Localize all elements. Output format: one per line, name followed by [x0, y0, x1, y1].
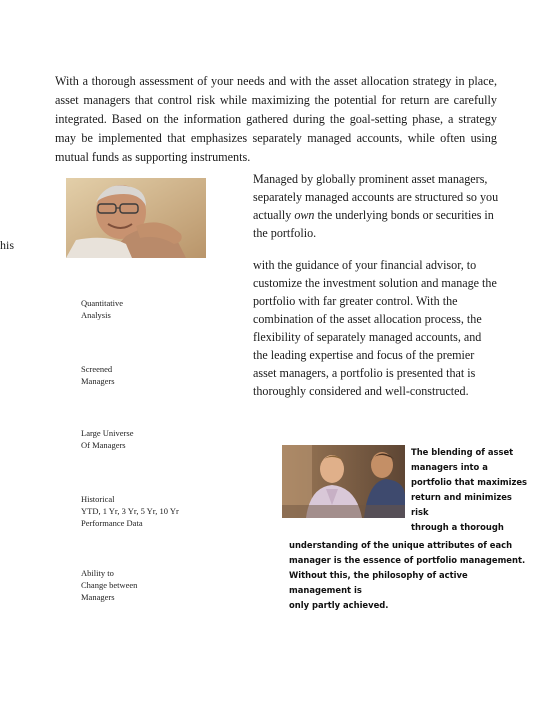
- intro-paragraph: With a thorough assessment of your needs and with the asset allocation strategy in place, asset managers that control risk while maximizing the potential for return are carefully integrated. Based on the information gathered during the goal-setting phase, a strategy may be implemented that emphasizes separately managed accounts, while often using mutual funds as supporting instruments.: [55, 74, 497, 164]
- callout-right: The blending of asset managers into a portfolio that maximizes return and minimizes risk through a thorough: [411, 447, 528, 532]
- callout-full: understanding of the unique attributes of each manager is the essence of portfolio management. Without this, the philosophy of active management is only partly achieved.: [289, 540, 526, 610]
- meeting-photo: [282, 445, 405, 518]
- man-thinking-photo-art: [66, 178, 206, 258]
- process-label-quantitative: Quantitative Analysis: [81, 298, 124, 320]
- stray-text: his: [0, 238, 15, 252]
- process-label-screened: Screened Managers: [81, 364, 115, 386]
- column-text: [253, 170, 499, 242]
- process-label-ability: Ability to Change between Managers: [81, 568, 138, 602]
- column-paragraph-2: with the guidance of your financial advisor, to customize the investment solution and manage the portfolio with far greater control. With the combination of the asset allocation process, the flexibility of separately managed accounts, and the leading expertise and focus of the premier asset managers, a portfolio is presented that is thoroughly considered and well-constructed.: [253, 258, 497, 398]
- column-paragraph-1: Managed by globally prominent asset managers, separately managed accounts are structured so you actually own the underlying bonds or securities in the portfolio.: [253, 172, 499, 240]
- meeting-photo-art: [282, 445, 405, 518]
- man-thinking-photo: [66, 178, 206, 258]
- process-label-historical: Historical YTD, 1 Yr, 3 Yr, 5 Yr, 10 Yr Performance Data: [81, 494, 179, 528]
- process-label-universe: Large Universe Of Managers: [81, 428, 134, 450]
